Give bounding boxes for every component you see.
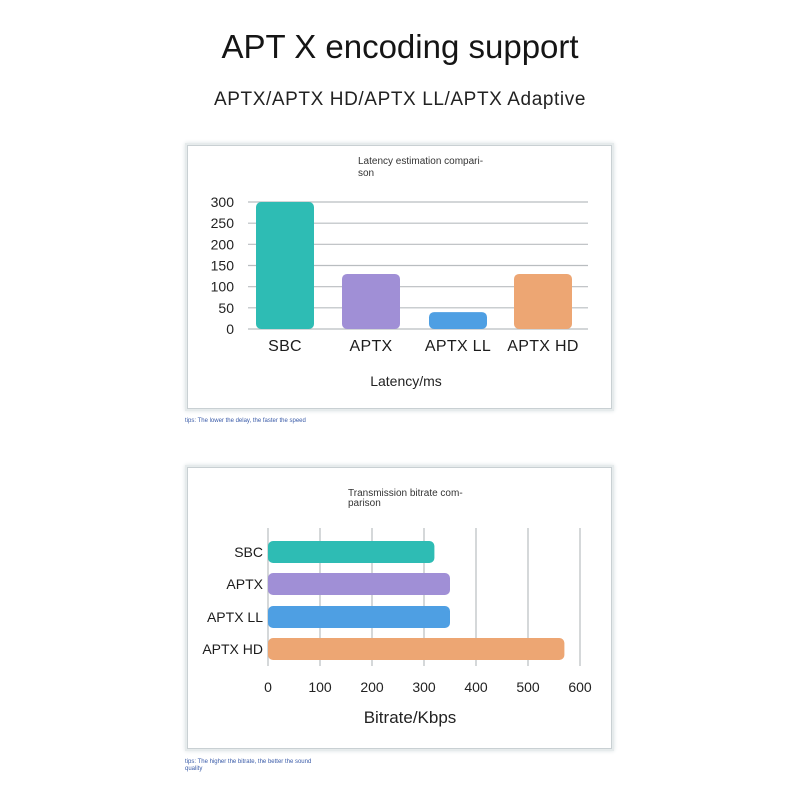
latency-chart-panel	[187, 145, 612, 409]
y-category-label: SBC	[234, 544, 263, 560]
y-tick-label: 100	[210, 278, 234, 295]
bitrate-tip-line-1: tips: The higher the bitrate, the better the sound	[185, 759, 312, 765]
y-tick-label: 150	[210, 257, 234, 274]
x-tick-label: 300	[412, 679, 436, 695]
x-category-label: APTX	[349, 338, 393, 355]
bar-aptx	[268, 573, 450, 595]
y-tick-label: 300	[210, 194, 234, 210]
bar-aptx-ll	[429, 312, 487, 329]
page-subtitle: APTX/APTX HD/APTX LL/APTX Adaptive	[213, 89, 587, 110]
y-tick-label: 50	[218, 299, 234, 316]
bar-aptx	[342, 274, 400, 329]
x-category-label: SBC	[268, 338, 302, 355]
x-tick-label: 0	[264, 679, 272, 695]
bar-aptx-hd	[268, 638, 564, 660]
x-category-label: APTX LL	[424, 338, 492, 355]
x-tick-label: 600	[568, 679, 592, 695]
latency-tip: tips: The lower the delay, the faster the speed	[185, 418, 306, 424]
bar-sbc	[256, 202, 314, 329]
x-tick-label: 100	[308, 679, 332, 695]
bitrate-chart-panel	[187, 467, 612, 749]
chart-title-line: Transmission bitrate com-	[348, 488, 463, 499]
y-category-label: APTX HD	[202, 641, 263, 657]
latency-chart	[188, 146, 611, 408]
chart-title-line: Latency estimation compari-	[358, 156, 484, 167]
page-title: APT X encoding support	[221, 28, 579, 65]
x-axis-label: Bitrate/Kbps	[363, 708, 457, 727]
bar-aptx-hd	[514, 274, 572, 329]
bitrate-chart	[188, 468, 611, 748]
x-tick-label: 200	[360, 679, 384, 695]
chart-title-line: parison	[348, 498, 381, 509]
bar-sbc	[268, 541, 434, 563]
x-tick-label: 400	[464, 679, 488, 695]
bitrate-tip-line-2: quality	[185, 766, 203, 772]
x-tick-label: 500	[516, 679, 540, 695]
chart-title-line: son	[358, 168, 375, 179]
y-category-label: APTX LL	[206, 609, 263, 625]
bar-aptx-ll	[268, 606, 450, 628]
y-tick-label: 200	[210, 236, 234, 253]
bitrate-tip	[185, 759, 325, 773]
y-category-label: APTX	[226, 576, 263, 592]
y-tick-label: 250	[210, 215, 234, 232]
x-category-label: APTX HD	[507, 338, 579, 355]
x-axis-label: Latency/ms	[370, 373, 442, 389]
y-tick-label: 0	[226, 321, 234, 337]
